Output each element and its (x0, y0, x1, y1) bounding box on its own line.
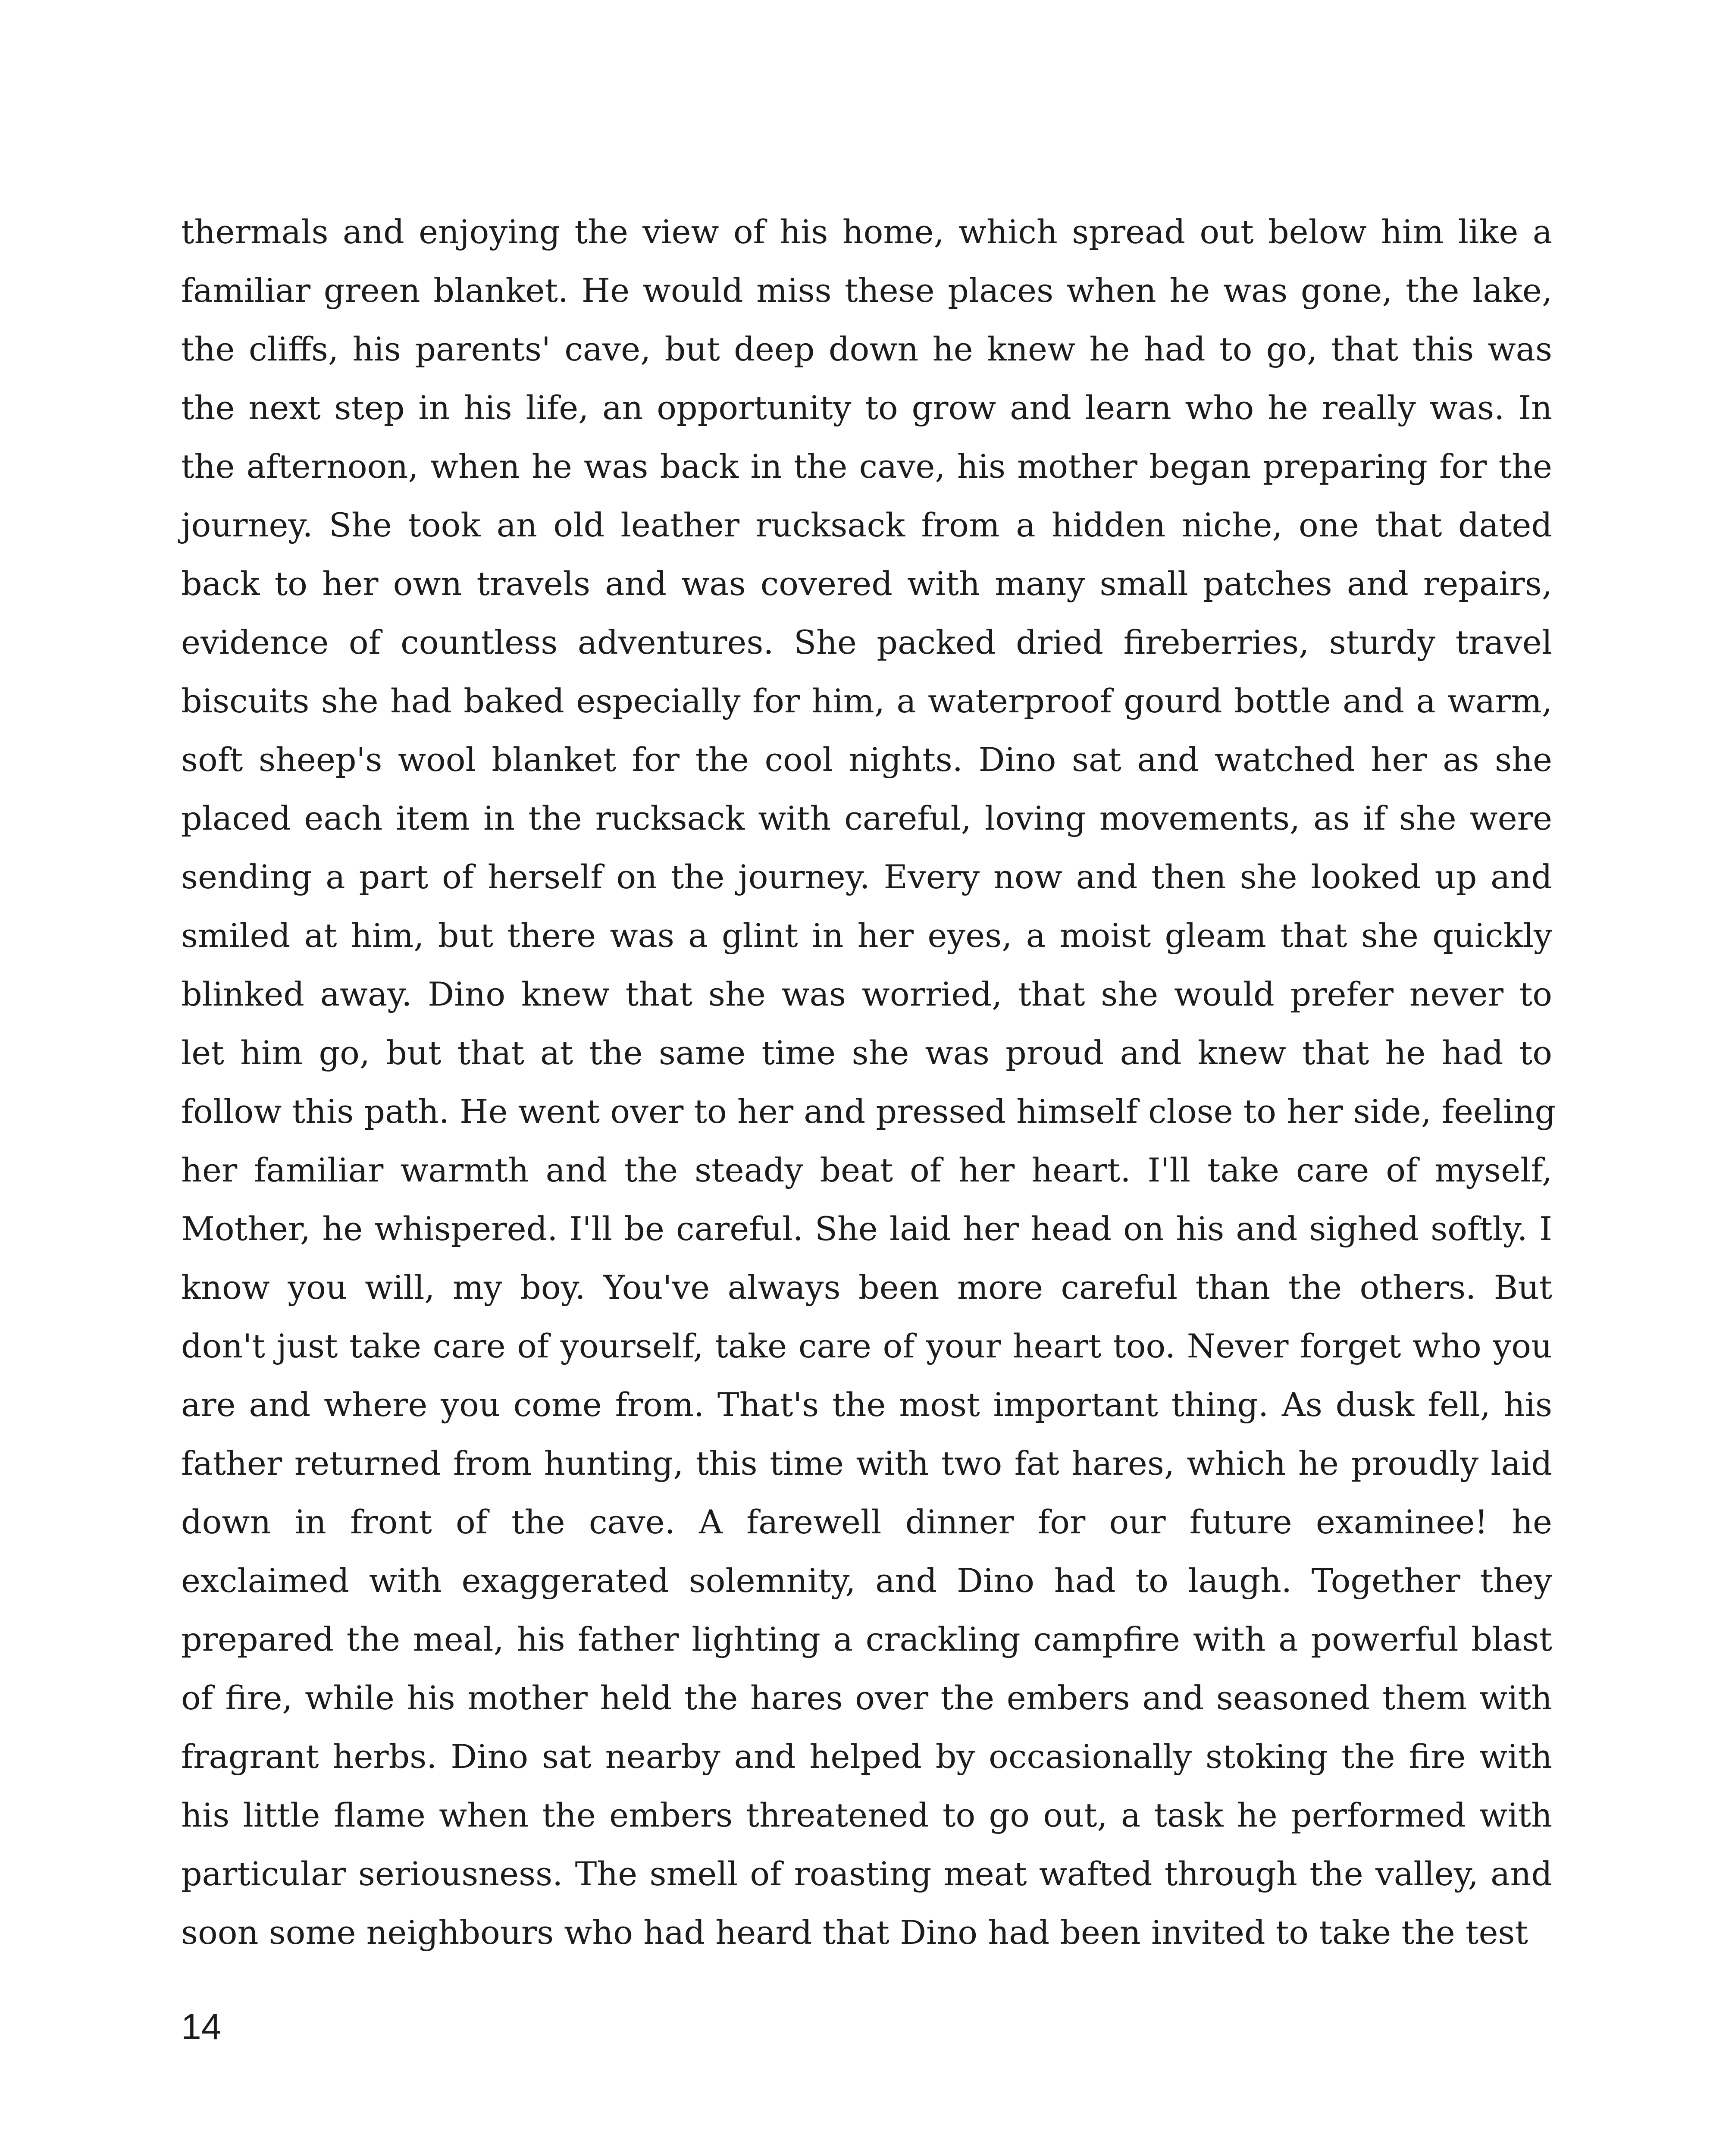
text-line: her familiar warmth and the steady beat of her heart. I'll take care of myself, (181, 1151, 1552, 1189)
text-line: soft sheep's wool blanket for the cool nights. Dino sat and watched her as she (181, 740, 1552, 779)
text-line: fragrant herbs. Dino sat nearby and helped by occasionally stoking the fire with (181, 1737, 1552, 1776)
text-line: biscuits she had baked especially for him, a waterproof gourd bottle and a warm, (181, 682, 1552, 720)
text-line: father returned from hunting, this time with two fat hares, which he proudly laid (181, 1444, 1552, 1482)
text-line: blinked away. Dino knew that she was worried, that she would prefer never to (181, 975, 1552, 1013)
body-text (181, 203, 1556, 1962)
text-line: back to her own travels and was covered with many small patches and repairs, (181, 564, 1552, 603)
text-line: prepared the meal, his father lighting a crackling campfire with a powerful blast (181, 1620, 1552, 1658)
text-line: follow this path. He went over to her and pressed himself close to her side, feeling (181, 1092, 1556, 1131)
text-line: the afternoon, when he was back in the cave, his mother began preparing for the (181, 447, 1552, 486)
text-line: sending a part of herself on the journey. Every now and then she looked up and (181, 858, 1552, 896)
text-line: know you will, my boy. You've always been more careful than the others. But (181, 1268, 1552, 1307)
text-line: smiled at him, but there was a glint in her eyes, a moist gleam that she quickly (181, 916, 1552, 955)
text-line: his little flame when the embers threatened to go out, a task he performed with (181, 1796, 1552, 1834)
text-line: the cliffs, his parents' cave, but deep down he knew he had to go, that this was (181, 330, 1552, 368)
text-line: Mother, he whispered. I'll be careful. She laid her head on his and sighed softly. I (181, 1210, 1552, 1248)
text-line: down in front of the cave. A farewell dinner for our future examinee! he (181, 1503, 1552, 1541)
text-line: particular seriousness. The smell of roasting meat wafted through the valley, and (181, 1855, 1552, 1893)
text-line: exclaimed with exaggerated solemnity, and Dino had to laugh. Together they (181, 1561, 1552, 1600)
text-line: let him go, but that at the same time she was proud and knew that he had to (181, 1034, 1552, 1072)
page-number: 14 (181, 2006, 222, 2047)
text-line: soon some neighbours who had heard that Dino had been invited to take the test (181, 1913, 1528, 1952)
text-line: of fire, while his mother held the hares over the embers and seasoned them with (181, 1679, 1552, 1717)
text-line: evidence of countless adventures. She packed dried fireberries, sturdy travel (181, 623, 1552, 661)
text-line: familiar green blanket. He would miss these places when he was gone, the lake, (181, 271, 1552, 310)
text-line: placed each item in the rucksack with careful, loving movements, as if she were (181, 799, 1552, 837)
text-line: journey. She took an old leather rucksack from a hidden niche, one that dated (181, 506, 1552, 544)
text-line: the next step in his life, an opportunity to grow and learn who he really was. In (181, 389, 1552, 427)
text-line: are and where you come from. That's the most important thing. As dusk fell, his (181, 1385, 1552, 1424)
text-line: don't just take care of yourself, take care of your heart too. Never forget who you (181, 1327, 1552, 1365)
text-line: thermals and enjoying the view of his home, which spread out below him like a (181, 213, 1552, 251)
